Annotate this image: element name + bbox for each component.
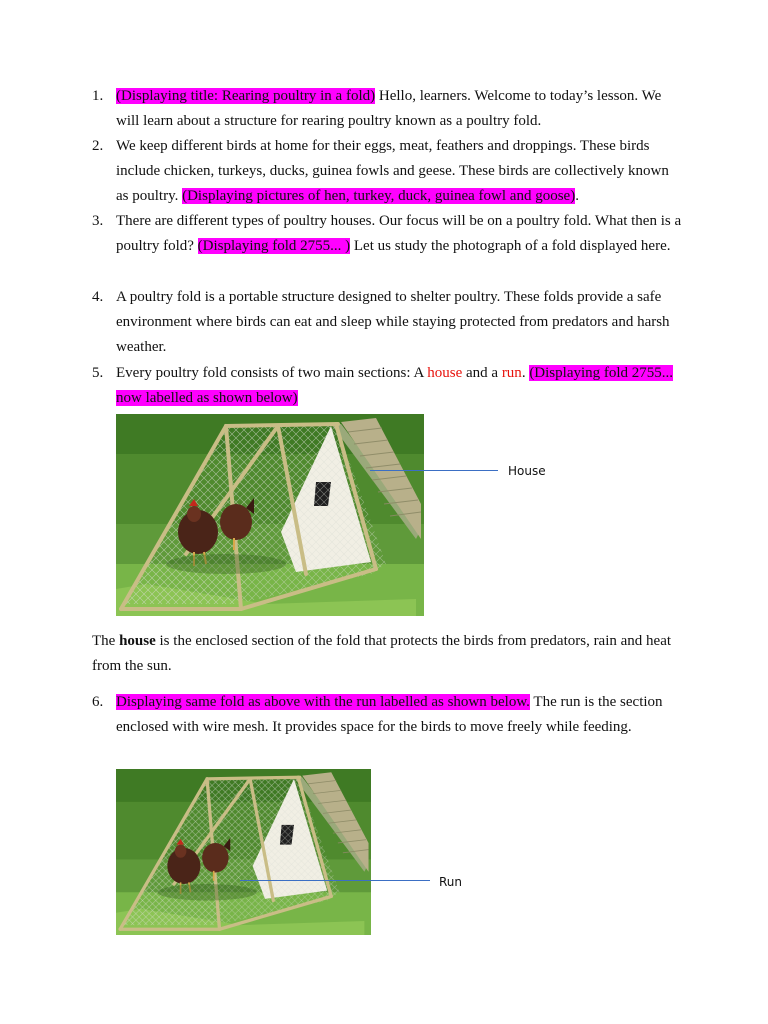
item-text-mid: and a: [462, 365, 502, 381]
list-item-3: [92, 209, 682, 259]
bold-term-house: house: [119, 633, 156, 649]
list-item-6: [92, 690, 682, 740]
highlighted-note: Displaying same fold as above with the run labelled as shown below.: [116, 694, 530, 710]
item-tail: .: [521, 365, 530, 381]
highlighted-note: (Displaying title: Rearing poultry in a fold): [116, 88, 376, 104]
item-number: 6.: [92, 694, 104, 710]
house-callout-line: [370, 470, 498, 471]
term-run: run: [501, 365, 522, 381]
item-number: 4.: [92, 289, 104, 305]
house-description-paragraph: The house is the enclosed section of the fold that protects the birds from predators, rain and heat from the sun.: [92, 633, 672, 675]
poultry-fold-illustration: [116, 414, 424, 616]
item-text: We keep different birds at home for their eggs, meat, feathers and droppings. These birds include chicken, turkeys, ducks, guinea fowls and geese. These birds are collectively known as poultry.: [116, 138, 669, 205]
item-text: Every poultry fold consists of two main sections: A: [116, 365, 428, 381]
list-item-4: [92, 285, 682, 361]
item-tail: Let us study the photograph of a fold displayed here.: [350, 238, 671, 255]
item-text: Hello, learners. Welcome to today’s lesson. We will learn about a structure for rearing poultry known as a poultry fold.: [116, 88, 662, 130]
item-number: 1.: [92, 88, 104, 104]
highlighted-note: (Displaying pictures of hen, turkey, duck, guinea fowl and goose): [182, 188, 576, 205]
list-item-2: [92, 134, 682, 210]
run-callout-line: [240, 880, 430, 881]
poultry-fold-illustration: [116, 769, 371, 935]
item-number: 2.: [92, 138, 104, 154]
run-callout-label: Run: [439, 875, 463, 889]
house-callout-label: House: [508, 464, 546, 478]
item-tail: .: [575, 188, 579, 205]
item-number: 5.: [92, 365, 104, 381]
list-item-1: [92, 84, 682, 134]
list-item-5: [92, 361, 682, 411]
poultry-fold-photo-house: [116, 414, 424, 616]
item-text: A poultry fold is a portable structure designed to shelter poultry. These folds provide a safe environment where birds can eat and sleep while staying protected from predators and harsh weather.: [116, 289, 670, 356]
item-number: 3.: [92, 213, 104, 229]
poultry-fold-photo-run: [116, 769, 371, 935]
highlighted-note: (Displaying fold 2755... ): [197, 238, 351, 255]
item-text: There are different types of poultry houses. Our focus will be on a poultry fold. What then is a poultry fold?: [116, 213, 682, 255]
item-text: The run is the section enclosed with wire mesh. It provides space for the birds to move freely while feeding.: [116, 694, 663, 736]
highlighted-note: (Displaying fold 2755... now labelled as shown below): [116, 365, 674, 407]
term-house: house: [427, 365, 463, 381]
